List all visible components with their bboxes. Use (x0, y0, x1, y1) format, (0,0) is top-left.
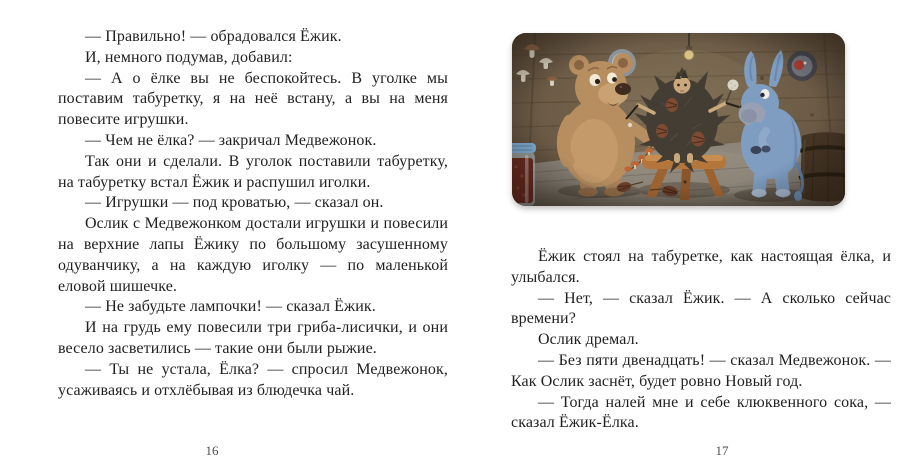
vignette-overlay (512, 33, 845, 206)
paragraph: — Чем не ёлка? — закричал Медвежонок. (85, 131, 377, 149)
page-number-right: 17 (715, 443, 729, 458)
paragraph: — Без пяти двенадцать! — сказал Медвежонок. — Как Ослик заснёт, будет ровно Новый год. (511, 351, 891, 390)
paragraph: Так они и сделали. В уголок поставили табуретку, на табуретку встал Ёжик и распушил иголки. (58, 152, 448, 191)
paragraph: — Игрушки — под кроватью, — сказал он. (85, 194, 384, 212)
paragraph: Ёжик стоял на табуретке, как настоящая ёлка, и улыбался. (511, 248, 891, 286)
right-page-text (511, 247, 891, 434)
paragraph: — Правильно! — обрадовался Ёжик. (85, 28, 342, 45)
paragraph: Ослик дремал. (538, 331, 639, 349)
left-page-text (58, 27, 448, 401)
paragraph: Ослик с Медвежонком достали игрушки и повесили на верхние лапы Ёжику по большому засушенному одуванчику, а на каждую иголку — по маленькой еловой шишечке. (58, 215, 448, 295)
page-number-left: 16 (205, 443, 219, 458)
illustration-cabin-scene (512, 33, 845, 206)
paragraph: — Тогда налей мне и себе клюквенного сока, — сказал Ёжик-Ёлка. (511, 393, 891, 432)
paragraph: И, немного подумав, добавил: (85, 48, 293, 66)
paragraph: — Не забудьте лампочки! — сказал Ёжик. (85, 298, 376, 316)
paragraph: И на грудь ему повесили три гриба-лисички, и они весело засветились — такие они были рыжие. (58, 319, 448, 357)
cabin-scene-svg (512, 33, 845, 206)
paragraph: — А о ёлке вы не беспокойтесь. В уголке мы поставим табуретку, я на неё встану, а вы на меня повесите игрушки. (58, 69, 448, 129)
paragraph: — Ты не устала, Ёлка? — спросил Медвежонок, усаживаясь и отхлёбывая из блюдечка чай. (58, 360, 448, 399)
paragraph: — Нет, — сказал Ёжик. — А сколько сейчас времени? (511, 289, 891, 328)
